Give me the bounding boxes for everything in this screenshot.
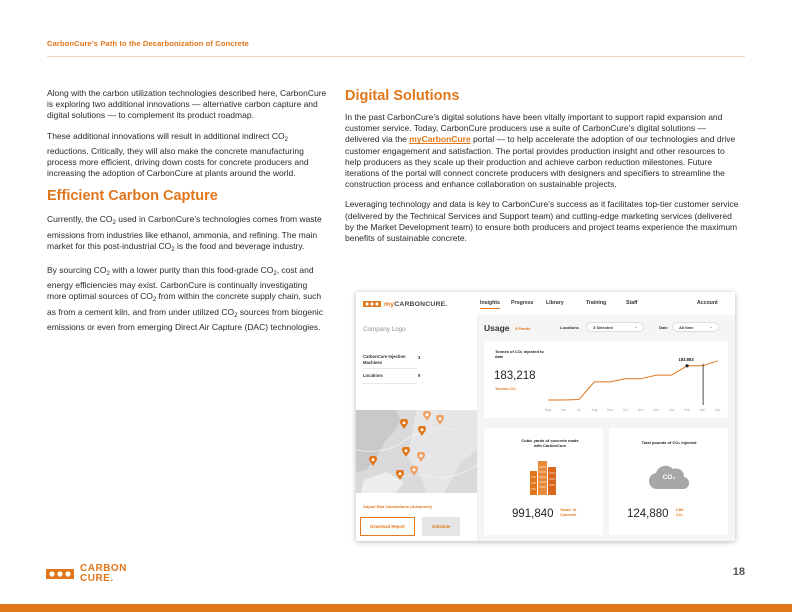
locations-filter-label: Locations [560,325,579,330]
machines-label: CarbonCure Injection Machines [363,354,406,365]
technology-paragraph: Leveraging technology and data is key to CarbonCure’s success as it facilitates top-tier customer service (delivered by the Technical Services and Support team) and cutting-edge marketing services (delivered by the Market Development team) to ensure both producers and project teams experience the maximum benefits of sustainable concrete. [345,199,739,244]
carboncure-mark-icon [46,569,74,579]
cloud-co2-label: CO₂ [662,474,676,481]
digital-solutions-paragraph: In the past CarbonCure’s digital solutions have been vitally important to support rapid expansion and customer service. Today, CarbonCure producers use a suite of CarbonCure’s digital solutions — delivered via the myCarbonCure portal — to help accelerate the adoption of our technologies and drive customer engagement and satisfaction. The portal provides production insight and other resources to help producers as they scale up their production and achieve carbon reduction milestones. Future iterations of the portal will connect concrete producers with designers and specifiers to streamline the construction process and enhance collaboration on sustainable projects. [345,112,736,190]
nav-staff[interactable]: Staff [626,300,638,306]
sidebar-divider [363,383,417,384]
x-tick-label: Feb [684,408,691,412]
header-divider [47,56,745,57]
digital-solutions-heading: Digital Solutions [345,88,460,104]
locations-filter-select[interactable] [586,322,644,332]
adjust-stat-calculations-link[interactable]: Adjust Stat Calculations (Advanced) [363,504,432,509]
yards-unit: Yards³ of Concrete [560,508,577,517]
page-number: 18 [732,566,745,578]
usage-title: Usage [484,323,510,333]
footer-accent-bar [0,604,792,612]
locations-map[interactable] [356,410,477,493]
highlight-value-label: 183,983 [678,356,694,362]
map-pin-icon[interactable] [417,452,425,462]
tonnes-chart-card [484,341,728,418]
map-pin-icon[interactable] [423,411,431,421]
x-tick-label: Oct [622,408,628,412]
x-tick-label: Aug [591,408,598,412]
yards-label: Cubic yards of concrete made with CarbonCure [521,438,579,448]
x-tick-label: Jul [576,408,582,412]
x-tick-label: Dec [653,408,660,412]
dashboard-topbar [356,292,735,316]
map-pin-icon[interactable] [369,456,377,466]
x-tick-label: Jun [560,408,567,412]
pounds-label: Total pounds of CO₂ injected [641,440,697,445]
x-tick-label: May [544,408,552,412]
map-pin-icon[interactable] [396,470,404,480]
intro-paragraph: Along with the carbon utilization technologies described here, CarbonCure is exploring two additional innovations — alternative carbon capture and digital solutions — to complement its product roadmap. [47,88,327,121]
mycarboncure-link[interactable]: myCarbonCure [409,134,471,145]
logo-line-1: CARBON [80,563,127,574]
tonnes-unit: Tonnes CO₂ [495,387,517,391]
nav-account[interactable]: Account [697,300,718,306]
map-pin-icon[interactable] [402,447,410,457]
chevron-down-icon: ⌄ [634,324,638,329]
mycarboncure-logo[interactable] [363,299,447,309]
nav-progress[interactable]: Progress [511,300,534,306]
chevron-down-icon: ⌄ [709,324,713,329]
carboncure-mark-icon [363,301,381,307]
portal-dashboard-mockup [356,292,735,541]
machines-value: 3 [418,355,421,360]
download-report-button[interactable]: Download Report [360,517,415,536]
yards-card [484,428,603,535]
building-icon [528,459,560,495]
schedule-button[interactable]: Schedule [422,517,460,536]
logo-line-2: CURE. [80,573,114,584]
locations-value: 9 [418,373,421,378]
x-tick-label: Sep [606,408,613,412]
innovations-paragraph: These additional innovations will result in additional indirect $CO_2$ reductions. Critically, they will also make the concrete manufacturing process more efficient, driving down costs for concrete producers and increasing the adoption of CarbonCure at plants around the world. [47,130,309,179]
left-column [47,88,327,342]
highlight-point[interactable] [685,364,688,367]
right-column [345,88,740,253]
tonnes-line-chart [544,347,724,415]
efficient-carbon-capture-heading: Efficient Carbon Capture [47,188,218,205]
pounds-unit: LBS CO₂ [676,508,684,517]
co2-source-paragraph: Currently, the $CO_2$ used in CarbonCure’s technologies comes from waste emissions from industries like ethanol, ammonia, and refining. The main market for this post-industrial $CO_2$ is the food and beverage industry. [47,214,322,253]
map-pin-icon[interactable] [410,466,418,476]
tonnes-value: 183,218 [494,370,536,382]
x-tick-label: Jan [668,408,675,412]
map-pin-icon[interactable] [400,419,408,429]
map-pin-icon[interactable] [418,426,426,436]
date-filter-select[interactable] [672,322,719,332]
running-header: CarbonCure’s Path to the Decarbonization of Concrete [47,39,249,48]
company-logo-placeholder: Company Logo [363,326,406,333]
tonnes-series-line [548,361,718,400]
date-filter-value: All time [679,324,694,330]
tonnes-label: Tonnes of CO₂ injected to date [495,349,544,359]
locations-label: Locations [363,373,383,378]
map-pin-icon[interactable] [436,415,444,425]
co2-purity-paragraph: By sourcing $CO_2$ with a lower purity than this food-grade $CO_2$, cost and energy efficiencies may exist. CarbonCure is continually investigating more optimal sources of $CO_2$ from within the concrete supply chain, such as from a cement kiln, and from under utilized $CO_2$ sources from biogenic emissions or even from emerging Direct Air Capture (DAC) technologies. [47,265,323,332]
usage-plants-count: 5 Plants [515,326,531,331]
x-tick-label: Nov [637,408,644,412]
yards-value: 991,840 [512,508,554,520]
x-tick-label: Apr [715,408,721,412]
dashboard-main [478,315,735,541]
locations-filter-value: 3 Selected [593,324,613,330]
logo-my: my [384,300,395,308]
carboncure-footer-logo [46,564,127,584]
date-filter-label: Date [659,325,668,330]
nav-insights[interactable]: Insights [480,300,500,306]
nav-training[interactable]: Training [586,300,607,306]
pounds-card [609,428,728,535]
nav-library[interactable]: Library [546,300,564,306]
logo-carboncure: CARBONCURE. [394,300,448,308]
dashboard-sidebar [356,315,478,541]
x-tick-label: Mar [699,408,706,412]
pounds-value: 124,880 [627,508,669,520]
sidebar-divider [363,368,417,369]
